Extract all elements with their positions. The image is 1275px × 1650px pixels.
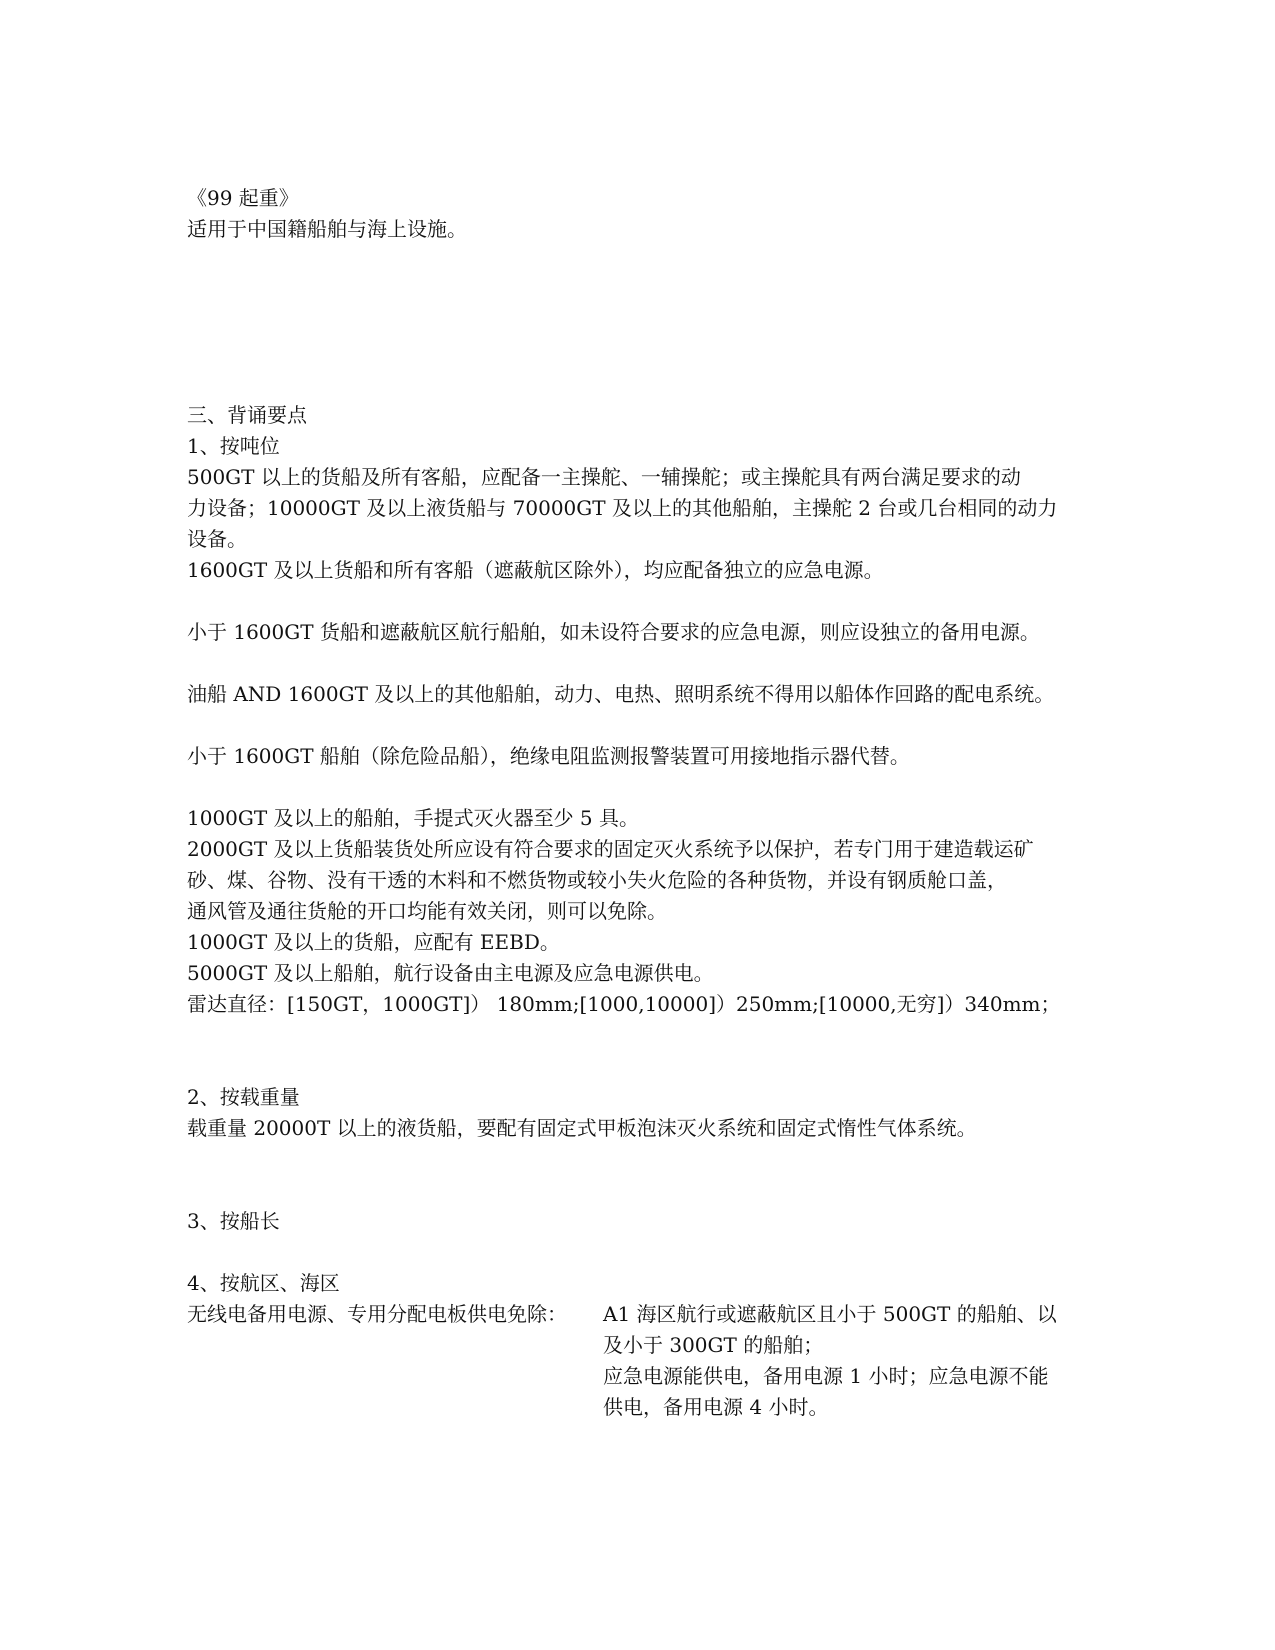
paragraph-backup-power: 小于 1600GT 货船和遮蔽航区航行船舶，如未设符合要求的应急电源，则应设独立的备用电源。 bbox=[187, 620, 1040, 644]
radio-power-exemption bbox=[187, 1299, 1087, 1423]
paragraph-distribution-system: 油船 AND 1600GT 及以上的其他船舶，动力、电热、照明系统不得用以船体作回路的配电系统。 bbox=[187, 682, 1055, 706]
document-content bbox=[187, 183, 1087, 1423]
exemption-label: 无线电备用电源、专用分配电板供电免除： bbox=[187, 1302, 567, 1326]
exemption-details: A1 海区航行或遮蔽航区且小于 500GT 的船舶、以 及小于 300GT 的船舶； 应急电源能供电，备用电源 1 小时；应急电源不能 供电，备用电源 4 小时。 bbox=[603, 1302, 1057, 1419]
paragraph-eebd: 1000GT 及以上的货船，应配有 EEBD。 bbox=[187, 930, 560, 954]
paragraph-insulation-monitor: 小于 1600GT 船舶（除危险品船），绝缘电阻监测报警装置可用接地指示器代替。 bbox=[187, 744, 910, 768]
paragraph-extinguishers: 1000GT 及以上的船舶，手提式灭火器至少 5 具。 bbox=[187, 806, 640, 830]
paragraph-nav-equipment-power: 5000GT 及以上船舶，航行设备由主电源及应急电源供电。 bbox=[187, 961, 714, 985]
applies-to-text: 适用于中国籍船舶与海上设施。 bbox=[187, 217, 467, 241]
subsection-title-sea-area: 4、按航区、海区 bbox=[187, 1271, 340, 1295]
subsection-title-tonnage: 1、按吨位 bbox=[187, 434, 280, 458]
paragraph-emergency-power: 1600GT 及以上货船和所有客船（遮蔽航区除外），均应配备独立的应急电源。 bbox=[187, 558, 884, 582]
paragraph-radar-diameter: 雷达直径：[150GT，1000GT]） 180mm;[1000,10000]）250mm;[10000,无穷]）340mm； bbox=[187, 992, 1061, 1016]
paragraph-steering: 500GT 以上的货船及所有客船，应配备一主操舵、一辅操舵；或主操舵具有两台满足要求的动 力设备；10000GT 及以上液货船与 70000GT 及以上的其他船舶，主操舵 2 台或几台相同的动力 设备。 bbox=[187, 465, 1058, 551]
subsection-title-ship-length: 3、按船长 bbox=[187, 1209, 280, 1233]
subsection-title-deadweight: 2、按载重量 bbox=[187, 1085, 300, 1109]
section-title: 三、背诵要点 bbox=[187, 403, 307, 427]
paragraph-fixed-fire-system: 2000GT 及以上货船装货处所应设有符合要求的固定灭火系统予以保护，若专门用于建造载运矿 砂、煤、谷物、没有干透的木料和不燃货物或较小失火危险的各种货物，并设有钢质舱口盖， 通风管及通往货舱的开口均能有效关闭，则可以免除。 bbox=[187, 837, 1034, 923]
paragraph-tanker-systems: 载重量 20000T 以上的液货船，要配有固定式甲板泡沫灭火系统和固定式惰性气体系统。 bbox=[187, 1116, 977, 1140]
book-title: 《99 起重》 bbox=[187, 186, 299, 210]
